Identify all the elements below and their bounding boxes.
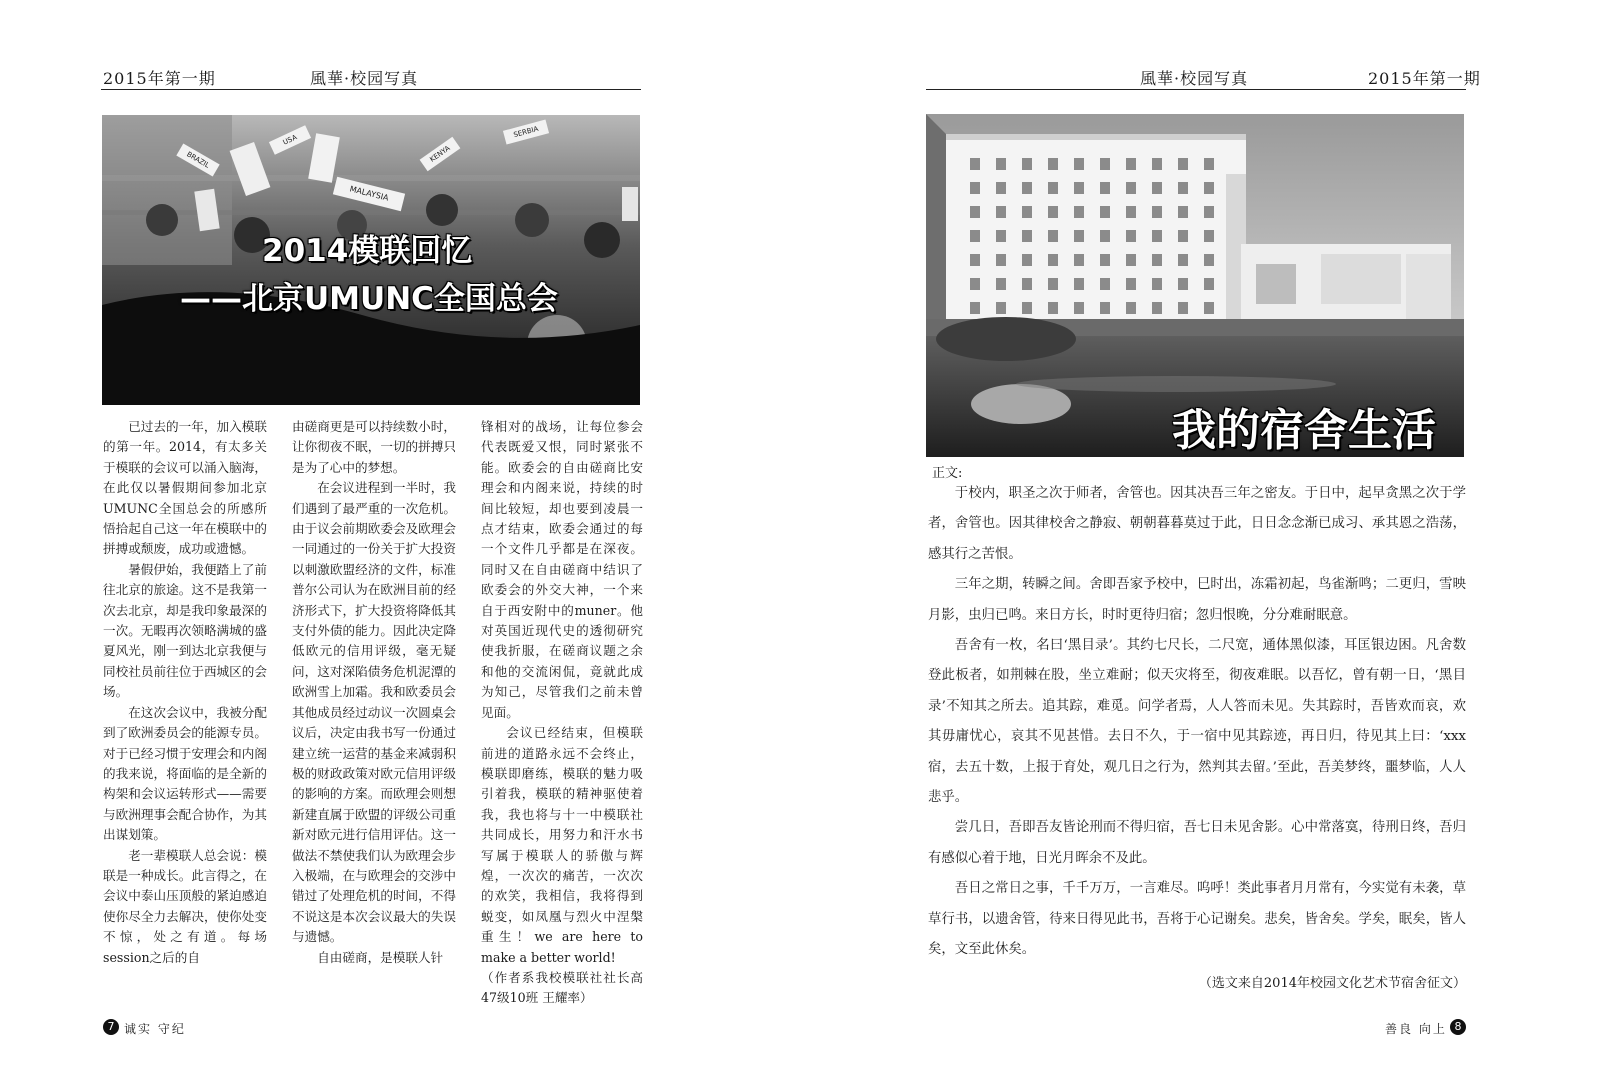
placard-kenya: KENYA [420,137,461,171]
col2-para-3: 自由磋商，是模联人针 [317,949,444,965]
col2-para-2: 在会议进程到一半时，我们遇到了最严重的一次危机。由于议会前期欧委会及欧理会一同通过的一份关于扩大投资以刺激欧盟经济的文件，标准普尔公司认为在欧洲目前的经济形式下，扩大投资将降低其支付外债的能力。因此决定降低欧元的信用评级，毫无疑问，这对深陷债务危机泥潭的欧洲雪上加霜。我和欧委员会其他成员经过动议一次圆桌会议后，决定由我书写一份通过建立统一运营的基金来减弱积极的财政政策对欧元信用评级的影响的方案。而欧理会则想新建直属于欧盟的评级公司重新对欧元进行信用评估。这一做法不禁使我们认为欧理会步入极端，在与欧理会的交涉中错过了处理危机的时间，不得不说这是本次会议最大的失误与遗憾。 [292,480,456,945]
essay-para-1: 于校内，职圣之次于师者，舍管也。因其决吾三年之密友。于日中，起早贪黑之次于学者，舍管也。因其律校舍之静寂、朝朝暮暮莫过于此，日日念念渐已成习、承其恩之浩荡，感其行之苦恨。 [928,486,1466,562]
building-windows [954,154,1214,314]
col1-para-3: 在这次会议中，我被分配到了欧洲委员会的能源专员。对于已经习惯于安理会和内阁的我来说，将面临的是全新的构架和会议运转形式——需要与欧洲理事会配合协作，为其出谋划策。 [103,704,267,843]
author-note: （作者系我校模联社社长高47级10班 王耀率） [481,969,643,1006]
article-column-1 [103,417,267,968]
left-header-rule [101,89,641,90]
placard-usa: USA [269,125,311,155]
col3-para-1: 锋相对的战场，让每位参会代表既爱又恨，同时紧张不能。欧委会的自由磋商比安理会和内阁来说，持续的时间比较短，却也要到凌晨一点才结束，欧委会通过的每一个文件几乎都是在深夜。同时又在自由磋商中结识了欧委会的外交大神，一个来自于西安附中的muner。他对英国近现代史的透彻研究使我折服，在磋商议题之余和他的交流闲侃，竟就此成为知己，尽管我们之前未曾见面。 [481,419,643,720]
dorm-essay [928,479,1466,966]
placard-serbia: SERBIA [503,120,549,145]
placard-malaysia: MALAYSIA [333,177,405,211]
article-column-2 [292,417,456,968]
essay-source: （选文来自2014年校园文化艺术节宿舍征文） [1198,976,1466,991]
right-issue: 2015年第一期 [1368,69,1481,88]
col2-para-1: 由磋商更是可以持续数小时，让你彻夜不眠，一切的拼搏只是为了心中的梦想。 [292,419,456,475]
right-section-title: 風華·校园写真 [1140,69,1249,88]
essay-para-2: 三年之期，转瞬之间。舍即吾家予校中，巳时出，冻霜初起，鸟雀渐鸣；二更归，雪映月影，虫归已鸣。来日方长，时时更待归宿；忽归恨晚，分分难耐眠意。 [928,577,1466,623]
essay-para-5: 吾日之常日之事，千千万万，一言难尽。呜呼！类此事者月月常有，今实觉有未袭，草草行书，以遗舍管，待来日得见此书，吾将于心记谢矣。悲矣，皆舍矣。学矣，眠矣，皆人矣，文至此休矣。 [928,881,1466,958]
dormitory-photo [926,114,1464,457]
essay-para-4: 尝几日，吾即吾友皆论刑而不得归宿，吾七日未见舍影。心中常落寞，待刑日终，吾归有感似心着于地，日光月晖余不及此。 [928,820,1466,866]
placard-brazil: BRAZIL [176,143,219,176]
article-column-3 [481,417,643,1009]
right-page-number: 8 [1450,1019,1466,1035]
right-header-rule [926,89,1466,90]
left-page-number: 7 [103,1019,119,1035]
left-footer-motto: 诚实 守纪 [124,1022,186,1036]
right-footer-motto: 善良 向上 [1385,1022,1447,1036]
mun-photo [102,115,640,405]
col1-para-1: 已过去的一年，加入模联的第一年。2014，有太多关于模联的会议可以涌入脑海，在此仅以暑假期间参加北京UMUNC全国总会的所感所悟拾起自己这一年在模联中的拼搏或颓废，成功或遗憾。 [103,419,267,557]
essay-para-3: 吾舍有一枚，名曰‘黑目录’。其约七尺长，二尺宽，通体黑似漆，耳匡银边困。凡舍数登此板者，如荆棘在股，坐立难耐；似天灾将至，彻夜难眠。以吾忆，曾有朝一日，‘黑目录’不知其之所去。追其踪，难觅。问学者焉，人人答而未见。失其踪时，吾皆欢而哀，欢其毋庸忧心，哀其不见甚惜。去日不久，于一宿中见其踪迹，再日归，待见其上曰：‘xxx宿，去五十数，上报于育处，观几日之行为，然判其去留。’至此，吾美梦终，噩梦临，人人悲乎。 [928,638,1466,806]
col1-para-4: 老一辈模联人总会说：模联是一种成长。此言得之，在会议中泰山压顶般的紧迫感迫使你尽全力去解决，使你处变不惊，处之有道。每场session之后的自 [103,847,267,965]
left-issue: 2015年第一期 [103,69,216,88]
col3-para-2: 会议已经结束，但模联前进的道路永远不会终止，模联即磨练，模联的魅力吸引着我，模联的精神驱使着我，我也将与十一中模联社共同成长，用努力和汗水书写属于模联人的骄傲与辉煌，一次次的痛苦，一次次的欢笑，我相信，我将得到蜕变，如凤凰与烈火中涅槃重生！we are here to make a better world! [481,725,643,965]
photo-title-line2: ——北京UMUNC全国总会 [180,281,558,317]
photo-title-line1: 2014模联回忆 [262,233,473,269]
photo-title-dorm: 我的宿舍生活 [1172,405,1436,456]
col1-para-2: 暑假伊始，我便踏上了前往北京的旅途。这不是我第一次去北京，却是我印象最深的一次。无暇再次领略满城的盛夏风光，刚一到达北京我便与同校社员前往位于西城区的会场。 [103,561,267,700]
main-text-label: 正文: [932,466,963,481]
left-section-title: 風華·校园写真 [310,69,419,88]
